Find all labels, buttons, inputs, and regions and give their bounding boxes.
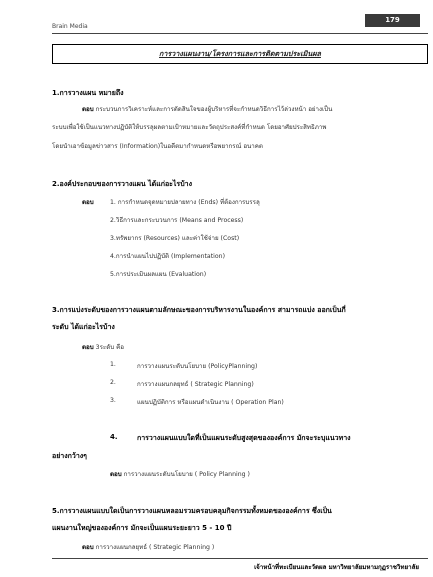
section-3-answer [82,342,124,352]
section-5-answer-text: การวางแผนกลยุทธ์ ( Strategic Planning ) [95,544,215,551]
footer-text: เจ้าหน้าที่ทะเบียนและวัดผล มหาวิทยาลัยมหามกุฏราชวิทยาลัย [254,564,419,571]
answer-label: ตอบ [82,199,94,206]
footer-rule [52,558,428,559]
page-number-badge: 179 [365,14,420,27]
section-4-number: 4. [110,433,118,441]
section-1-line-2: ระบบเพื่อใช้เป็นแนวทางปฏิบัติให้บรรลุผลตามเป้าหมายและวัตถุประสงค์ที่กำหนด โดยอาศัยประสิทธิภาพ [52,124,327,131]
brand-label: Brain Media [52,23,88,30]
section-5-answer [82,542,214,552]
section-1-line-3: โดยนำเอาข้อมูลข่าวสาร (Information)ในอดีตมากำหนดหรือพยากรณ์ อนาคต [52,143,263,150]
section-3-heading-line-2: ระดับ ได้แก่อะไรบ้าง [52,323,115,331]
answer-label: ตอบ [110,471,122,478]
section-3-item-text: การวางแผนระดับนโยบาย (PolicyPlanning) [137,363,258,370]
answer-label: ตอบ [82,106,94,113]
answer-label: ตอบ [82,344,94,351]
section-1-answer [82,104,332,114]
section-4-answer [110,469,250,479]
section-2-item: 4.การนำแผนไปปฏิบัติ (Implementation) [110,253,225,260]
section-2-item: 2.วิธีการและกระบวนการ (Means and Process) [110,217,244,224]
section-2-item: 5.การประเมินผลแผน (Evaluation) [110,271,207,278]
page-title: การวางแผนงาน/โครงการและการติดตามประเมินผล [159,48,321,58]
answer-label: ตอบ [82,544,94,551]
section-3-item-number: 3. [110,397,116,404]
section-3-item-text: การวางแผนกลยุทธ์ ( Strategic Planning) [137,381,254,388]
section-3-heading-line-1: 3.การแบ่งระดับของการวางแผนตามลักษณะของการบริหารงานในองค์การ สามารถแบ่ง ออกเป็นกี่ [52,306,346,314]
section-5-heading-line-2: แผนงานใหญ่ขององค์การ มักจะเป็นแผนระยะยาว 5 - 10 ปี [52,524,232,532]
section-4-answer-text: การวางแผนระดับนโยบาย ( Policy Planning ) [123,471,250,478]
section-3-item-number: 2. [110,379,116,386]
header-rule [52,33,428,34]
section-4-heading-line-1: การวางแผนแบบใดที่เป็นแผนระดับสูงสุดขององค์การ มักจะระบุแนวทาง [137,434,351,442]
section-1-heading: 1.การวางแผน หมายถึง [52,89,124,97]
section-3-answer-text: 3ระดับ คือ [95,344,124,351]
title-box [52,44,428,64]
section-2-heading: 2.องค์ประกอบของการวางแผน ได้แก่อะไรบ้าง [52,180,192,188]
section-5-heading-line-1: 5.การวางแผนแบบใดเป็นการวางแผนหลอมรวมครอบคลุมกิจกรรมทั้งหมดขององค์การ ซึ่งเป็น [52,507,332,515]
section-1-line-1: กระบวนการวิเคราะห์และการตัดสินใจของผู้บริหารที่จะกำหนดวิธีการไว้ล่วงหน้า อย่างเป็น [95,106,333,113]
section-4-heading-line-2: อย่างกว้างๆ [52,452,87,460]
section-3-item-number: 1. [110,361,116,368]
section-2-item: 3.ทรัพยากร (Resources) และค่าใช้จ่าย (Cost) [110,235,240,242]
section-3-item-text: แผนปฏิบัติการ หรือแผนดำเนินงาน ( Operation Plan) [137,399,284,406]
section-2-item: 1. การกำหนดจุดหมายปลายทาง (Ends) ที่ต้องการบรรลุ [110,199,260,206]
